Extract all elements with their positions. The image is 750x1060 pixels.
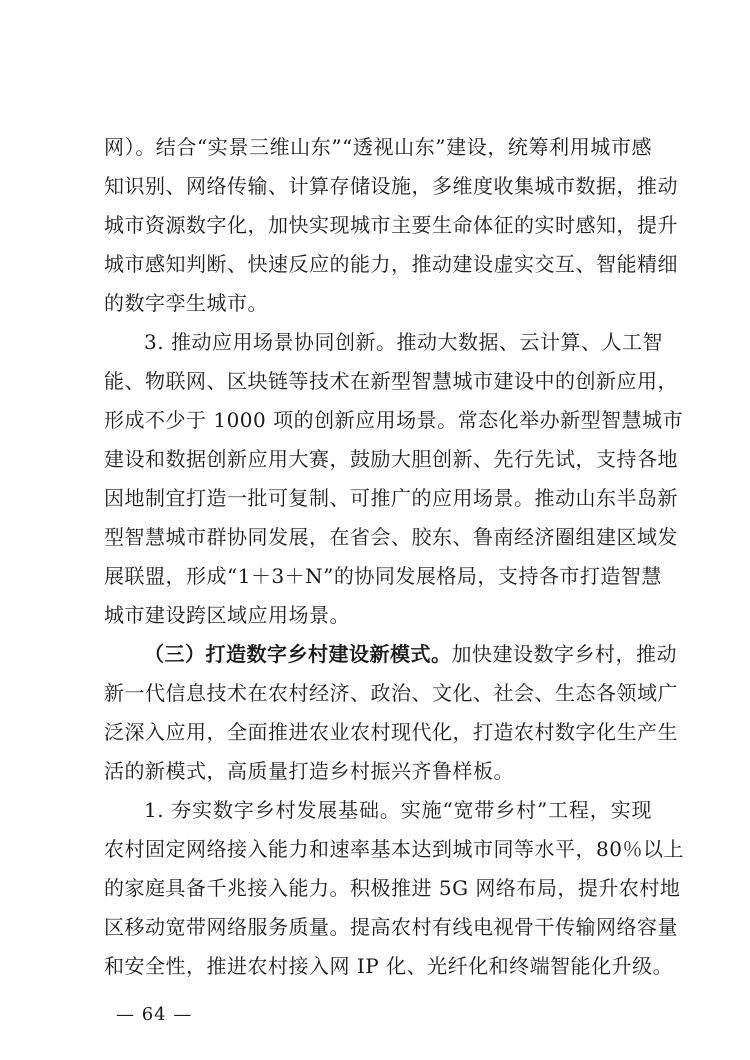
body-line: 城市感知判断、快速反应的能力，推动建设虚实交互、智能精细 <box>104 252 678 276</box>
body-line: 1. 夯实数字乡村发展基础。实施“宽带乡村”工程，实现 <box>144 798 652 822</box>
body-line: 的数字孪生城市。 <box>104 291 268 315</box>
body-line: 因地制宜打造一批可复制、可推广的应用场景。推动山东半岛新 <box>104 486 678 510</box>
body-line: 知识别、网络传输、计算存储设施，多维度收集城市数据，推动 <box>104 174 678 198</box>
body-line: 活的新模式，高质量打造乡村振兴齐鲁样板。 <box>104 759 514 783</box>
body-line: 区移动宽带网络服务质量。提高农村有线电视骨干传输网络容量 <box>104 915 678 939</box>
body-line: 3. 推动应用场景协同创新。推动大数据、云计算、人工智 <box>144 330 663 354</box>
body-line: 城市建设跨区域应用场景。 <box>104 603 350 627</box>
body-line: 能、物联网、区块链等技术在新型智慧城市建设中的创新应用， <box>104 369 678 393</box>
section-heading-continuation: 加快建设数字乡村，推动 <box>451 642 677 666</box>
body-line: 展联盟，形成“1＋3＋N”的协同发展格局，支持各市打造智慧 <box>104 564 662 588</box>
page-number: — 64 — <box>116 1004 193 1025</box>
body-line: 农村固定网络接入能力和速率基本达到城市同等水平，80％以上 <box>104 837 684 861</box>
body-line: 新一代信息技术在农村经济、政治、文化、社会、生态各领域广 <box>104 681 678 705</box>
section-heading: （三）打造数字乡村建设新模式。 <box>144 642 452 666</box>
body-line: 形成不少于 1000 项的创新应用场景。常态化举办新型智慧城市 <box>104 408 684 432</box>
body-line: 网）。结合“实景三维山东”“透视山东”建设，统筹利用城市感 <box>104 135 652 159</box>
body-line: 型智慧城市群协同发展，在省会、胶东、鲁南经济圈组建区域发 <box>104 525 678 549</box>
body-line: 城市资源数字化，加快实现城市主要生命体征的实时感知，提升 <box>104 213 678 237</box>
section-heading-line <box>144 637 677 671</box>
body-line: 建设和数据创新应用大赛，鼓励大胆创新、先行先试，支持各地 <box>104 447 678 471</box>
body-line: 泛深入应用，全面推进农业农村现代化，打造农村数字化生产生 <box>104 720 678 744</box>
body-line: 的家庭具备千兆接入能力。积极推进 5G 网络布局，提升农村地 <box>104 876 681 900</box>
body-line: 和安全性，推进农村接入网 IP 化、光纤化和终端智能化升级。 <box>104 954 674 978</box>
